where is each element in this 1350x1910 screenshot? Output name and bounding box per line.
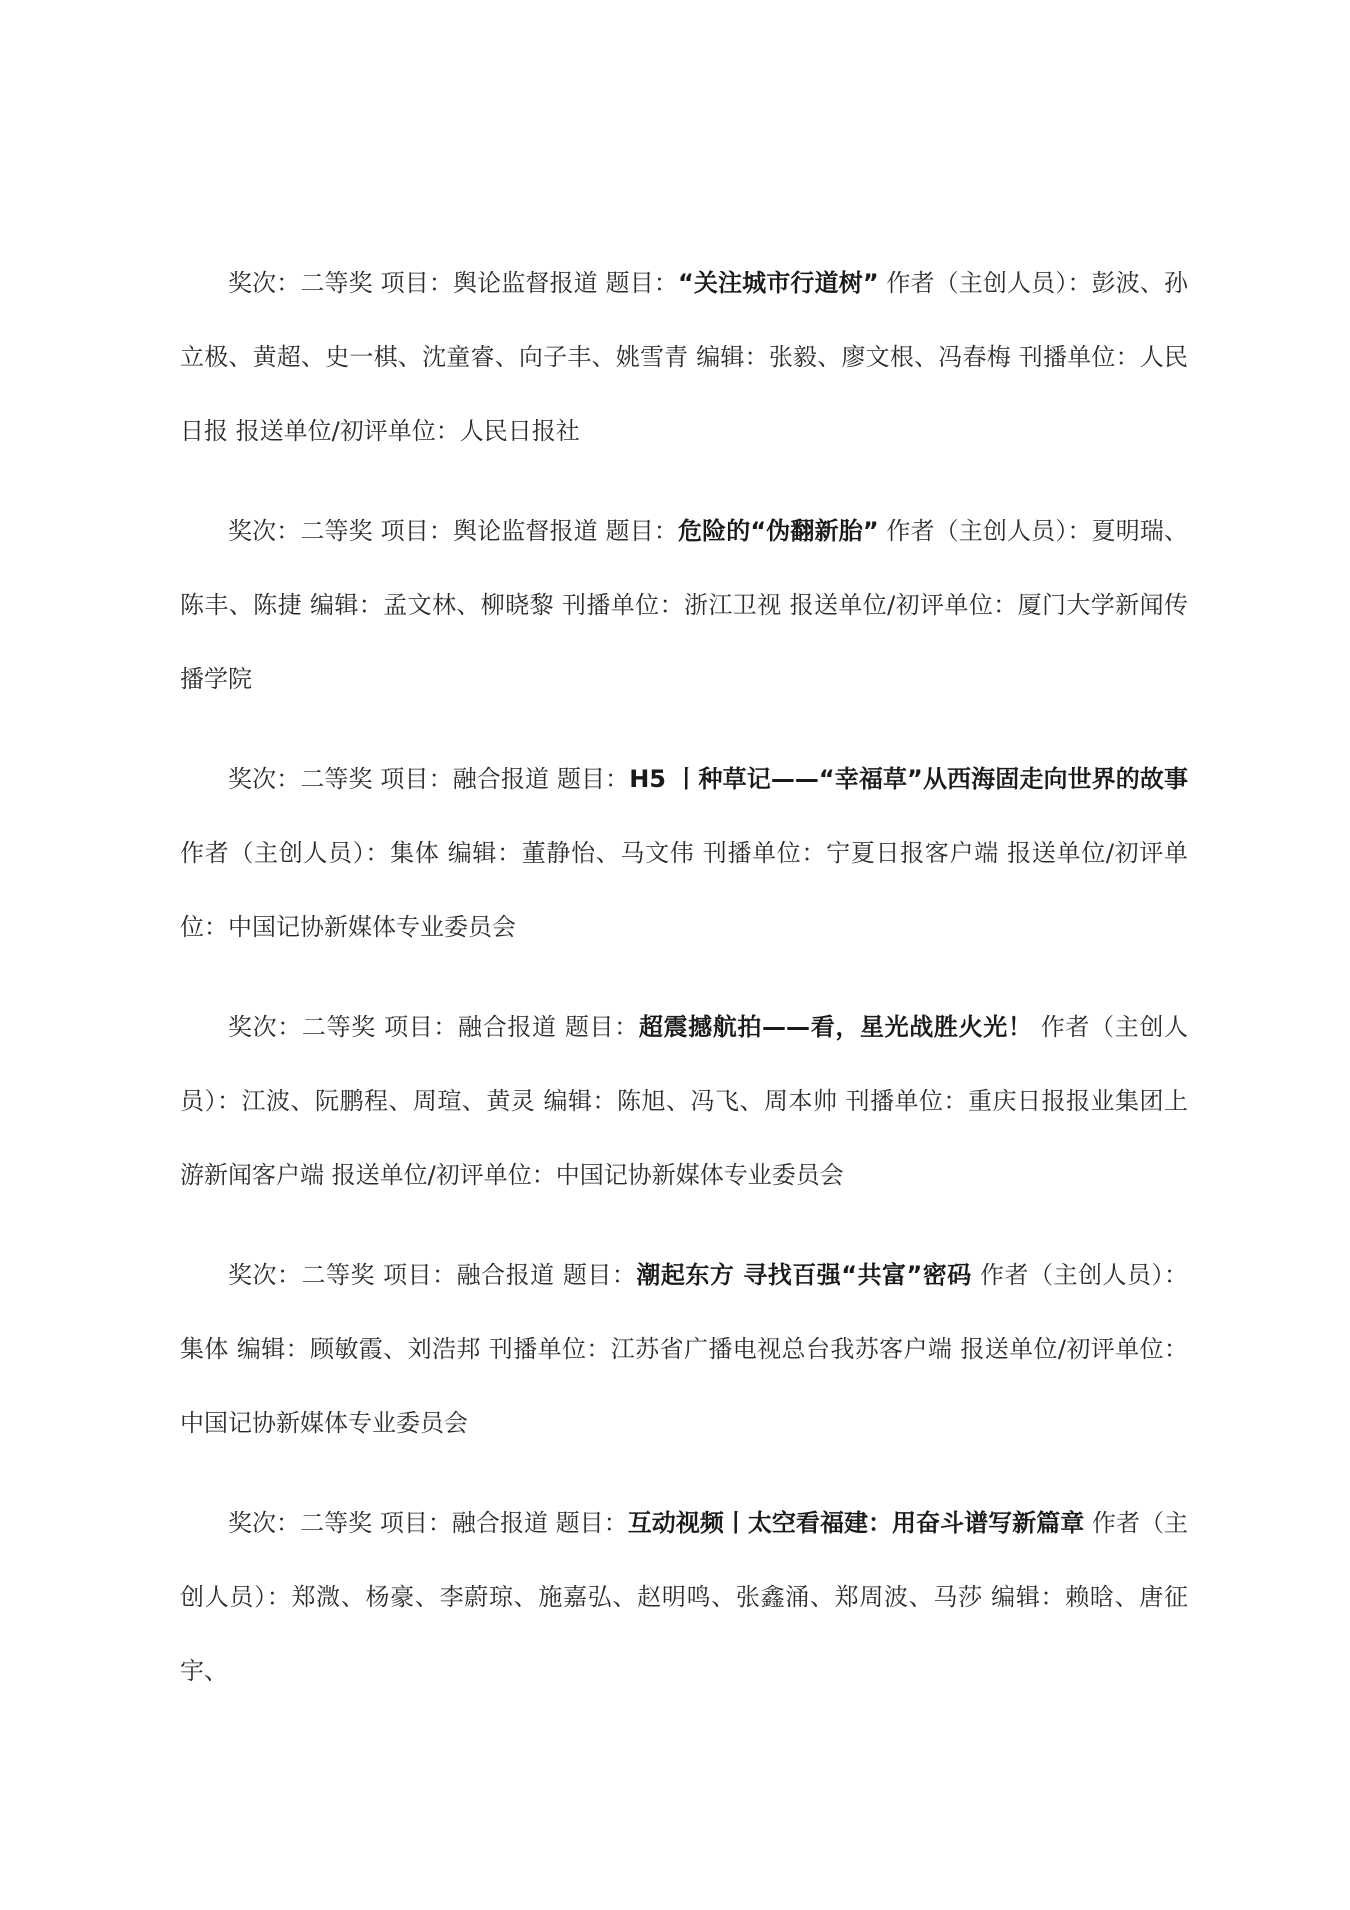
document-page [180,246,1188,1734]
entry-prefix: 奖次：二等奖 项目：融合报道 题目： [228,1509,628,1537]
award-entry-3 [180,742,1188,964]
entry-prefix: 奖次：二等奖 项目：融合报道 题目： [228,1013,639,1041]
entry-title: 超震撼航拍——看，星光战胜火光！ [638,1013,1033,1041]
entry-prefix: 奖次：二等奖 项目：融合报道 题目： [228,1261,637,1289]
entry-details: 作者（主创人员）：夏明瑞、陈丰、陈捷 编辑：孟文林、柳晓黎 刊播单位：浙江卫视 报送单位/初评单位：厦门大学新闻传播学院 [180,517,1188,693]
award-entry-5 [180,1238,1188,1460]
award-entry-1 [180,246,1188,468]
entry-title: “关注城市行道树” [677,269,879,297]
entry-prefix: 奖次：二等奖 项目：舆论监督报道 题目： [228,269,678,297]
entry-title: 互动视频丨太空看福建：用奋斗谱写新篇章 [627,1509,1085,1537]
entry-details: 作者（主创人员）：彭波、孙立极、黄超、史一棋、沈童睿、向子丰、姚雪青 编辑：张毅、廖文根、冯春梅 刊播单位：人民日报 报送单位/初评单位：人民日报社 [180,269,1188,445]
entry-prefix: 奖次：二等奖 项目：舆论监督报道 题目： [228,517,678,545]
award-entry-2 [180,494,1188,716]
award-entry-6 [180,1486,1188,1708]
award-entry-4 [180,990,1188,1212]
entry-details: 作者（主创人员）：集体 编辑：董静怡、马文伟 刊播单位：宁夏日报客户端 报送单位/初评单位：中国记协新媒体专业委员会 [180,839,1188,941]
entry-title: H5 丨种草记——“幸福草”从西海固走向世界的故事 [629,765,1189,793]
entry-title: 潮起东方 寻找百强“共富”密码 [636,1261,972,1289]
entry-prefix: 奖次：二等奖 项目：融合报道 题目： [228,765,630,793]
entry-details: 作者（主创人员）：江波、阮鹏程、周瑄、黄灵 编辑：陈旭、冯飞、周本帅 刊播单位：重庆日报报业集团上游新闻客户端 报送单位/初评单位：中国记协新媒体专业委员会 [180,1013,1188,1189]
entry-title: 危险的“伪翻新胎” [677,517,879,545]
entry-details: 作者（主创人员）：郑溦、杨豪、李蔚琼、施嘉弘、赵明鸣、张鑫涌、郑周波、马莎 编辑：赖晗、唐征宇、 [180,1509,1189,1685]
entry-details: 作者（主创人员）：集体 编辑：顾敏霞、刘浩邦 刊播单位：江苏省广播电视总台我苏客户端 报送单位/初评单位：中国记协新媒体专业委员会 [180,1261,1188,1437]
